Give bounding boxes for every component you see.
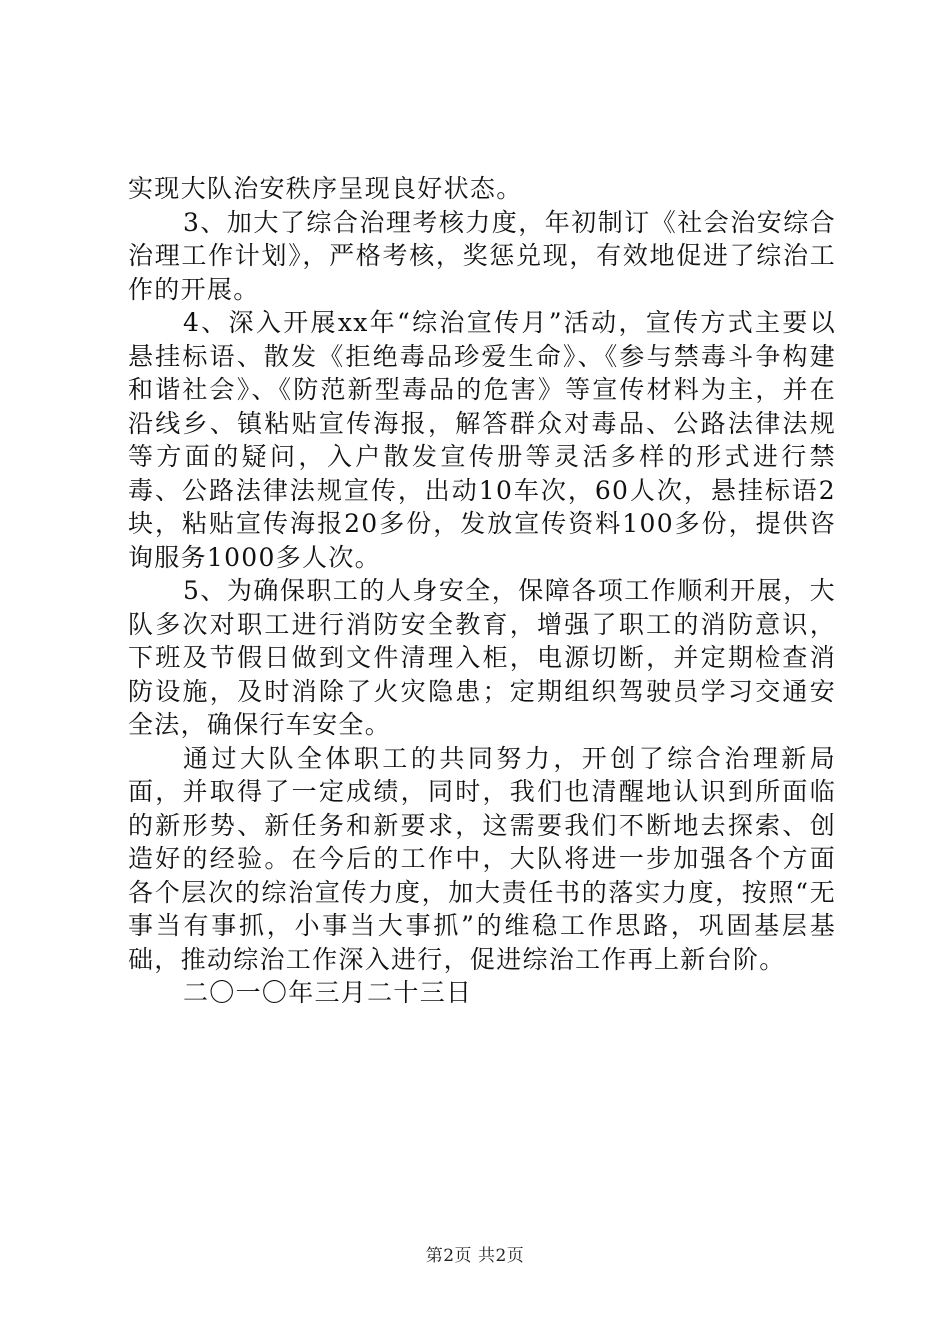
paragraph-2: 3、加大了综合治理考核力度，年初制订《社会治安综合治理工作计划》，严格考核，奖惩兑现，有效地促进了综治工作的开展。 [128,207,836,304]
paragraph-3: 4、深入开展xx年“综治宣传月”活动，宣传方式主要以悬挂标语、散发《拒绝毒品珍爱生命》、《参与禁毒斗争构建和谐社会》、《防范新型毒品的危害》等宣传材料为主，并在沿线乡、镇粘贴宣传海报，解答群众对毒品、公路法律法规等方面的疑问，入户散发宣传册等灵活多样的形式进行禁毒、公路法律法规宣传，出动10车次，60人次，悬挂标语2块，粘贴宣传海报20多份，发放宣传资料100多份，提供咨询服务1000多人次。 [128,308,836,572]
paragraph-4: 5、为确保职工的人身安全，保障各项工作顺利开展，大队多次对职工进行消防安全教育，增强了职工的消防意识，下班及节假日做到文件清理入柜，电源切断，并定期检查消防设施，及时消除了火灾隐患；定期组织驾驶员学习交通安全法，确保行车安全。 [128,576,836,739]
paragraph-5: 通过大队全体职工的共同努力，开创了综合治理新局面，并取得了一定成绩，同时，我们也清醒地认识到所面临的新形势、新任务和新要求，这需要我们不断地去探索、创造好的经验。在今后的工作中，大队将进一步加强各个方面各个层次的综治宣传力度，加大责任书的落实力度，按照“无事当有事抓，小事当大事抓”的维稳工作思路，巩固基层基础，推动综治工作深入进行，促进综治工作再上新台阶。 [128,743,836,974]
document-date: 二〇一〇年三月二十三日 [183,978,473,1007]
page-number-footer: 第2页 共2页 [425,1246,525,1266]
paragraph-1: 实现大队治安秩序呈现良好状态。 [128,174,523,203]
document-body [128,172,836,1010]
